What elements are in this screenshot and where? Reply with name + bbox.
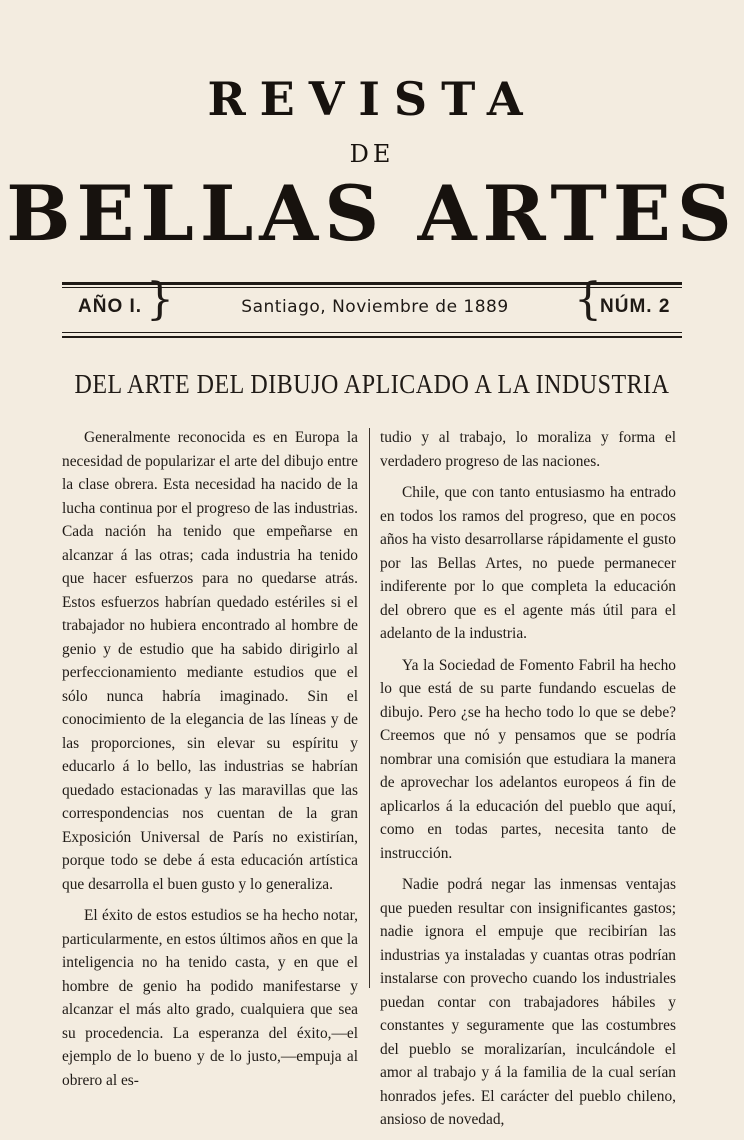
- paragraph: El éxito de estos estudios se ha hecho notar, particularmente, en estos últimos años en que la inteligencia no ha tenido casta, y en que el hombre de genio ha podido manifestarse y alcanzar el más alto grado, cualquiera que sea su procedencia. La esperanza del éxito,—el ejemplo de lo bueno y de lo justo,—empuja al obrero al es-: [62, 907, 358, 1089]
- masthead-revista: REVISTA: [207, 72, 537, 126]
- paragraph: Nadie podrá negar las inmensas ventajas que pueden resultar con insignificantes gastos; nadie ignora el empuje que recibirían las industrias ya instaladas y cuantas otras podrían instalarse con provecho cuando los industriales puedan contar con trabajadores hábiles y constantes y seguramente que las costumbres del pueblo se moralizarían, inculcándole el amor al trabajo y á la familia de la cual serían honrados jefes. El carácter del pueblo chileno, ansioso de novedad,: [380, 876, 676, 1128]
- masthead-bellas-artes: BELLAS ARTES: [6, 169, 738, 258]
- header-rule-bottom-thin: [62, 332, 682, 333]
- paragraph: Generalmente reconocida es en Europa la necesidad de popularizar el arte del dibujo entre la clase obrera. Esta necesidad ha nacido de la lucha continua por el progreso de las industrias. Cada nación ha tenido que empeñarse en alcanzar á las otras; cada industria ha tenido que hacer esfuerzos para no quedarse atrás. Estos esfuerzos habrían quedado estériles si el trabajador no hubiera encontrado al hombre de genio y de estudio que ha sabido dirigirlo al perfeccionamiento mediante estudios que el sólo nunca habría imaginado. Sin el conocimiento de la elegancia de las líneas y de las proporciones, sin elevar su espíritu y educarlo á lo bello, las industrias se habrían quedado estacionadas y las maravillas que las correspondencias nos cuentan de la gran Exposición Universal de París no existirían, porque todo se debe á esta educación artística que desarrolla el buen gusto y lo generaliza.: [62, 429, 358, 893]
- right-brace-ornament: {: [574, 274, 602, 325]
- paragraph: Chile, que con tanto entusiasmo ha entrado en todos los ramos del progreso, que en pocos años ha visto desarrollarse rápidamente el gusto por las Bellas Artes, no puede permanecer indiferente por lo que completa la educación del obrero que es el agente más útil para el adelanto de la industria.: [380, 484, 676, 642]
- issue-year: AÑO I.: [78, 296, 143, 317]
- issue-number: NÚM. 2: [600, 296, 671, 317]
- article-column-right: [380, 426, 676, 1140]
- paragraph-continuation: tudio y al trabajo, lo moraliza y forma el verdadero progreso de las naciones.: [380, 429, 676, 470]
- article-column-left: [62, 426, 358, 1100]
- header-rule-bottom: [62, 336, 682, 338]
- article-title: DEL ARTE DEL DIBUJO APLICADO A LA INDUSTRIA: [74, 369, 670, 400]
- column-divider: [369, 428, 370, 988]
- issue-place-date: Santiago, Noviembre de 1889: [241, 297, 509, 317]
- masthead-de: DE: [349, 140, 395, 168]
- paragraph: Ya la Sociedad de Fomento Fabril ha hecho lo que está de su parte fundando escuelas de dibujo. Pero ¿se ha hecho todo lo que se debe? Creemos que nó y pensamos que se podría nombrar una comisión que estudiara la manera de aprovechar los adelantos europeos á fin de aplicarlos á la educación del pueblo que aquí, como en todas partes, necesita tanto de instrucción.: [380, 656, 676, 862]
- left-brace-ornament: }: [146, 274, 174, 325]
